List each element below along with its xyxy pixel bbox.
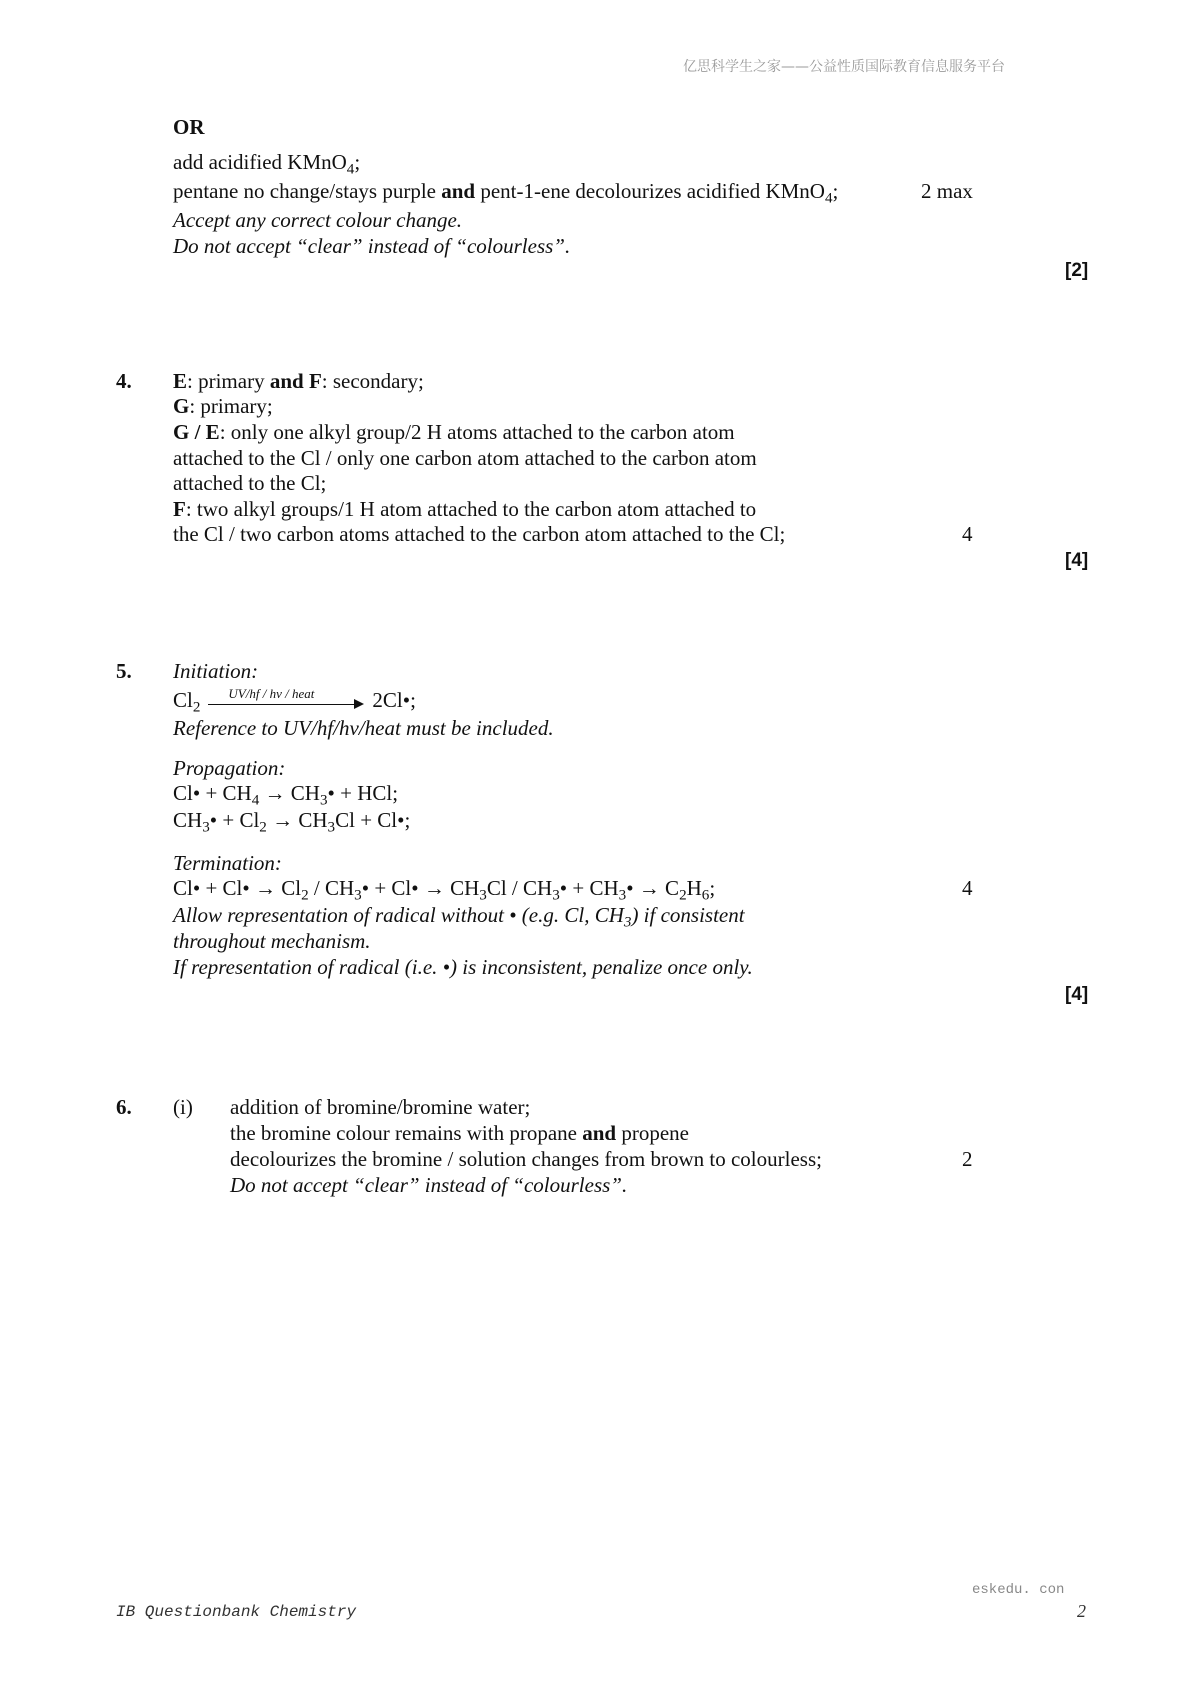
q5-initiation-note: Reference to UV/hf/hv/heat must be included.: [173, 716, 554, 740]
q5-marks: 4: [962, 876, 973, 900]
q4-line-4: attached to the Cl / only one carbon atom attached to the carbon atom: [173, 446, 757, 470]
q5-termination-heading: Termination:: [173, 851, 282, 875]
or-total-marks: [2]: [1065, 260, 1089, 281]
site-header: 亿思科学生之家——公益性质国际教育信息服务平台: [683, 59, 1005, 75]
or-line-2: pentane no change/stays purple and pent-1-ene decolourizes acidified KMnO$_4$;: [173, 179, 839, 207]
q4-line-7: the Cl / two carbon atoms attached to the carbon atom attached to the Cl;: [173, 522, 786, 546]
footer-source: IB Questionbank Chemistry: [116, 1603, 357, 1621]
q5-initiation-equation: $Cl_2$ UV/hf / hv / heat 2Cl•;: [173, 688, 416, 713]
q5-note-3: If representation of radical (i.e. •) is inconsistent, penalize once only.: [173, 955, 753, 979]
q5-propagation-step-2: $CH_3• + Cl_2 \to CH_3Cl$ + Cl•;: [173, 808, 411, 836]
q6-line-1: addition of bromine/bromine water;: [230, 1095, 531, 1119]
arrow-condition-label: UV/hf / hv / heat: [228, 686, 315, 702]
page-number: 2: [1077, 1601, 1086, 1621]
q4-line-1: E: primary and F: secondary;: [173, 369, 424, 393]
q4-line-6: F: two alkyl groups/1 H atom attached to the carbon atom attached to: [173, 497, 757, 521]
q5-propagation-heading: Propagation:: [173, 756, 286, 780]
q5-total-marks: [4]: [1065, 984, 1089, 1005]
or-line-1: add acidified KMnO$_4$;: [173, 150, 361, 178]
or-note-1: Accept any correct colour change.: [173, 208, 463, 232]
question-5-number: 5.: [116, 659, 132, 683]
q6-line-2: the bromine colour remains with propane and propene: [230, 1121, 689, 1145]
q5-propagation-step-1: Cl• + $CH_4$ → $CH_3•$ + HCl;: [173, 781, 399, 809]
q6-line-3: decolourizes the bromine / solution changes from brown to colourless;: [230, 1147, 822, 1171]
footer-watermark: eskedu. con: [972, 1582, 1065, 1598]
q5-note-1: Allow representation of radical without • (e.g. Cl, $CH_3$) if consistent: [173, 903, 745, 931]
q6-note: Do not accept “clear” instead of “colourless”.: [230, 1173, 628, 1197]
question-6-number: 6.: [116, 1095, 132, 1119]
question-4-number: 4.: [116, 369, 132, 393]
q5-note-2: throughout mechanism.: [173, 929, 371, 953]
q6-part-label: (i): [173, 1095, 193, 1119]
q4-line-2: G: primary;: [173, 394, 273, 418]
or-note-2: Do not accept “clear” instead of “colourless”.: [173, 234, 571, 258]
or-label: OR: [173, 115, 205, 139]
q4-marks: 4: [962, 522, 973, 546]
q4-total-marks: [4]: [1065, 550, 1089, 571]
q5-termination-equation: Cl• + Cl• → $Cl_2$ / $CH_3•$ + Cl• → $CH_3Cl$ / $CH_3•$ + $CH_3• \to C_2H_6$;: [173, 876, 716, 904]
q6-marks: 2: [962, 1147, 973, 1171]
q4-line-5: attached to the Cl;: [173, 471, 327, 495]
q4-line-3: G / E: only one alkyl group/2 H atoms attached to the carbon atom: [173, 420, 735, 444]
q5-initiation-heading: Initiation:: [173, 659, 259, 683]
or-marks: 2 max: [921, 179, 973, 203]
